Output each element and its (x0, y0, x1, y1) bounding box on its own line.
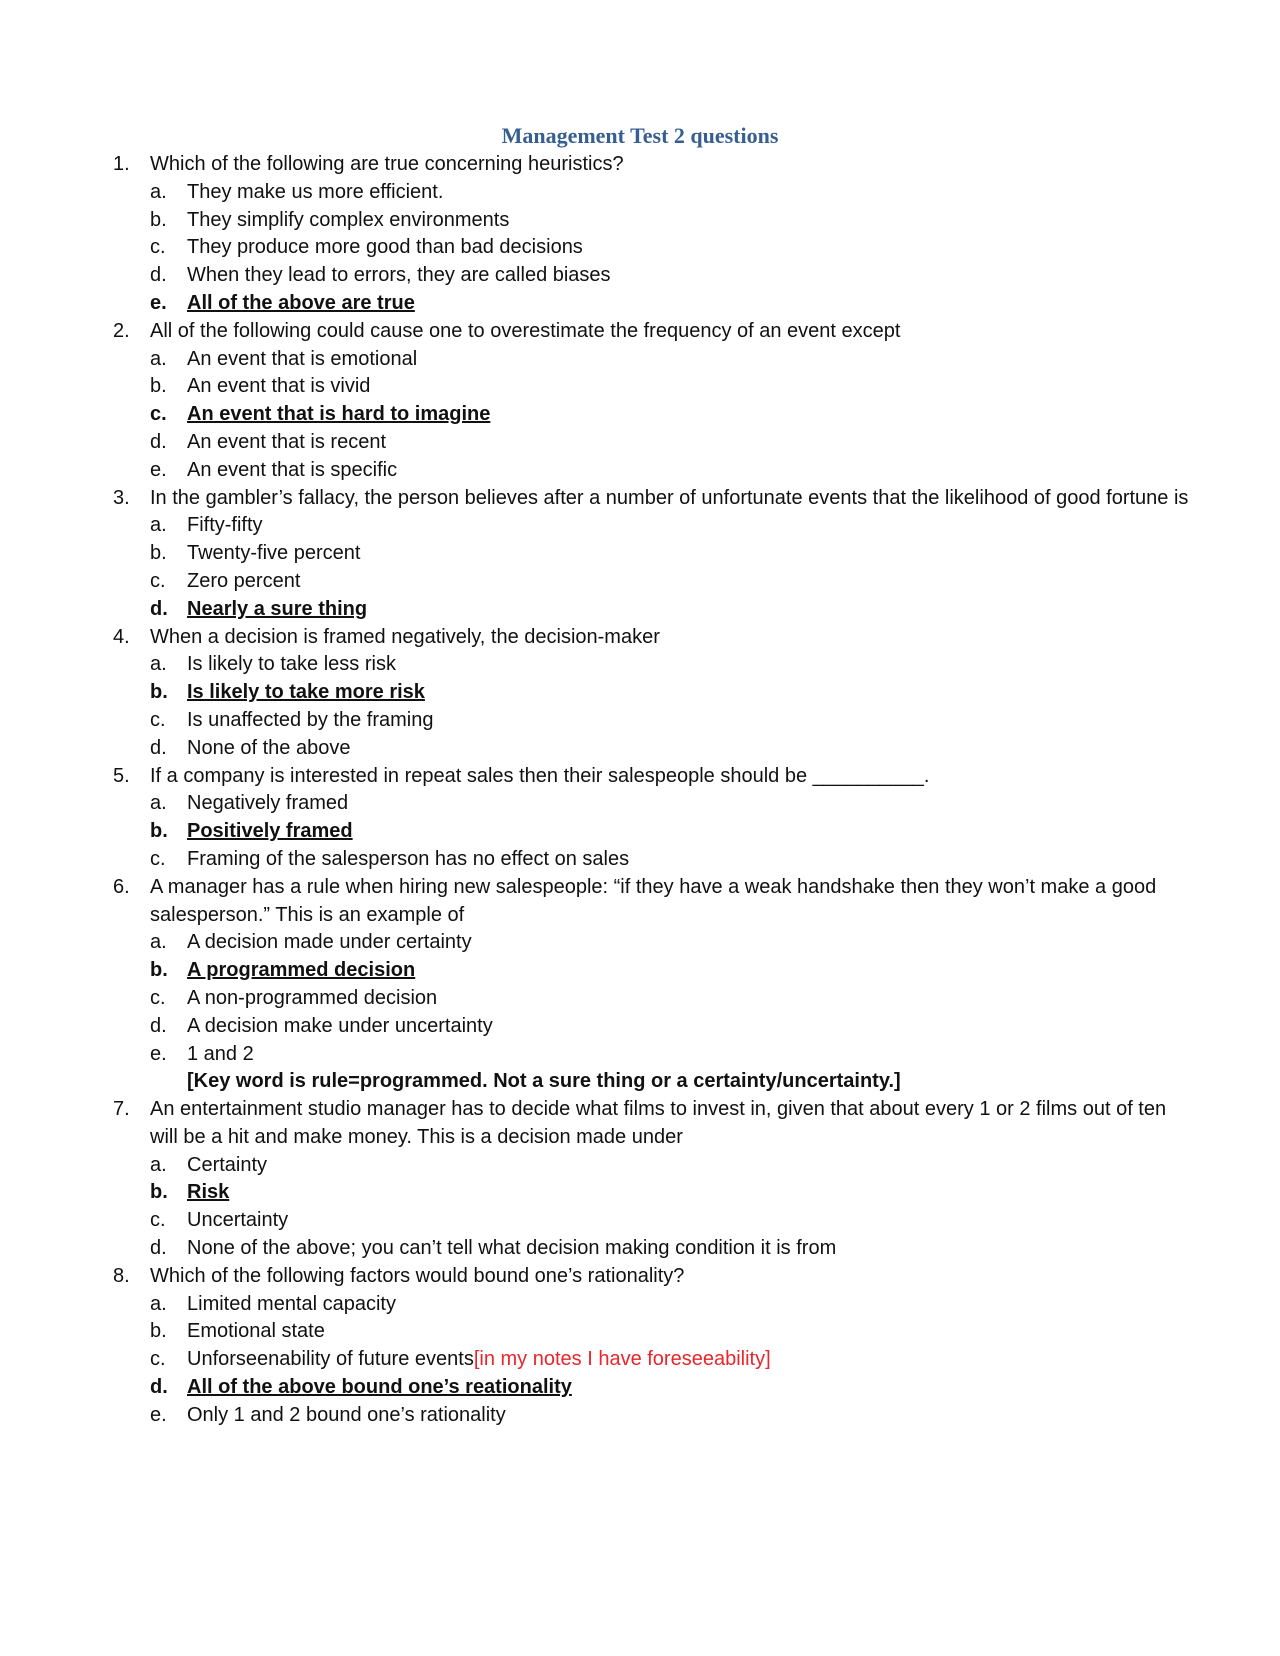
question-list (0, 151, 1280, 1430)
option-letter: b. (150, 959, 168, 982)
answer-option (0, 346, 1280, 374)
option-letter: a. (150, 792, 167, 815)
option-letter: a. (150, 180, 167, 203)
answer-option (0, 540, 1280, 568)
question-7 (0, 1096, 1280, 1263)
question-number: 7. (113, 1098, 130, 1121)
option-text: Positively framed (187, 820, 353, 843)
option-text: Fifty-fifty (187, 514, 263, 537)
option-text: Zero percent (187, 569, 301, 592)
question-text: Which of the following factors would bound one’s rationality? (150, 1264, 685, 1287)
answer-option (0, 457, 1280, 485)
option-letter: a. (150, 931, 167, 954)
question-text: An entertainment studio manager has to decide what films to invest in, given that about every 1 or 2 films out of ten will be a hit and make money. This is a decision made under (150, 1098, 1167, 1148)
option-text: Uncertainty (187, 1209, 289, 1232)
option-letter: c. (150, 1209, 166, 1232)
option-text: An event that is specific (187, 458, 398, 481)
option-letter: d. (150, 264, 167, 287)
answer-option (0, 207, 1280, 235)
option-letter: d. (150, 1014, 167, 1037)
option-letter: c. (150, 708, 166, 731)
option-text: All of the above bound one’s reationality (187, 1376, 572, 1399)
option-letter: c. (150, 1348, 166, 1371)
option-letter: d. (150, 430, 167, 453)
answer-option (0, 1041, 1280, 1069)
correct-answer-option (0, 401, 1280, 429)
option-text: 1 and 2 (187, 1042, 254, 1065)
answer-option (0, 985, 1280, 1013)
option-letter: b. (150, 1181, 168, 1204)
correct-answer-option (0, 290, 1280, 318)
option-text: A programmed decision (187, 959, 416, 982)
answer-option (0, 846, 1280, 874)
option-text: Is likely to take less risk (187, 653, 396, 676)
answer-option (0, 373, 1280, 401)
option-text: Is unaffected by the framing (187, 708, 434, 731)
option-letter: c. (150, 847, 166, 870)
option-text: They produce more good than bad decisions (187, 236, 583, 259)
option-letter: c. (150, 986, 166, 1009)
option-text: All of the above are true (187, 291, 415, 314)
option-letter: b. (150, 820, 168, 843)
option-text: Limited mental capacity (187, 1292, 396, 1315)
option-letter: c. (150, 236, 166, 259)
option-text: Twenty-five percent (187, 542, 361, 565)
answer-option (0, 1346, 1280, 1374)
correct-answer-option (0, 818, 1280, 846)
question-number: 3. (113, 486, 130, 509)
option-letter: b. (150, 681, 168, 704)
option-letter: d. (150, 1376, 168, 1399)
answer-option (0, 929, 1280, 957)
option-text: Is likely to take more risk (187, 681, 425, 704)
option-text: Emotional state (187, 1320, 325, 1343)
option-letter: e. (150, 291, 167, 314)
option-letter: e. (150, 458, 167, 481)
option-letter: a. (150, 1153, 167, 1176)
answer-option (0, 179, 1280, 207)
question-number: 6. (113, 875, 130, 898)
question-text: In the gambler’s fallacy, the person believes after a number of unfortunate events that the likelihood of good fortune is (150, 486, 1189, 509)
option-letter: a. (150, 514, 167, 537)
question-text: When a decision is framed negatively, the decision-maker (150, 625, 660, 648)
question-number: 4. (113, 625, 130, 648)
option-text: They make us more efficient. (187, 180, 444, 203)
correct-answer-option (0, 1179, 1280, 1207)
question-6 (0, 874, 1280, 1096)
question-3 (0, 485, 1280, 624)
option-letter: e. (150, 1403, 167, 1426)
answer-option (0, 735, 1280, 763)
question-number: 2. (113, 319, 130, 342)
option-text: An event that is recent (187, 430, 387, 453)
answer-option (0, 1013, 1280, 1041)
option-text: They simplify complex environments (187, 208, 510, 231)
question-text: If a company is interested in repeat sales then their salespeople should be __________. (150, 764, 930, 787)
option-letter: b. (150, 542, 167, 565)
answer-option (0, 1207, 1280, 1235)
answer-option (0, 1235, 1280, 1263)
option-letter: c. (150, 403, 167, 426)
answer-option (0, 234, 1280, 262)
option-letter: d. (150, 736, 167, 759)
correct-answer-option (0, 596, 1280, 624)
answer-option (0, 429, 1280, 457)
question-text: Which of the following are true concerning heuristics? (150, 153, 624, 175)
option-letter: c. (150, 569, 166, 592)
option-text: Framing of the salesperson has no effect on sales (187, 847, 630, 870)
answer-option (0, 707, 1280, 735)
option-text: A non-programmed decision (187, 986, 438, 1009)
option-letter: a. (150, 1292, 167, 1315)
option-text: An event that is hard to imagine (187, 403, 491, 426)
option-letter: b. (150, 208, 167, 231)
correct-answer-option (0, 679, 1280, 707)
correct-answer-option (0, 1374, 1280, 1402)
question-number: 5. (113, 764, 130, 787)
option-letter: b. (150, 1320, 167, 1343)
answer-note: [Key word is rule=programmed. Not a sure thing or a certainty/uncertainty.] (187, 1070, 901, 1093)
answer-option (0, 1291, 1280, 1319)
answer-option (0, 790, 1280, 818)
question-2 (0, 318, 1280, 485)
option-text: None of the above; you can’t tell what decision making condition it is from (187, 1237, 837, 1260)
option-text: Unforseenability of future events (187, 1348, 474, 1371)
answer-option (0, 1402, 1280, 1430)
option-letter: d. (150, 597, 168, 620)
annotation-note: [in my notes I have foreseeability] (473, 1348, 771, 1371)
option-text: A decision made under certainty (187, 931, 472, 954)
answer-option (0, 1318, 1280, 1346)
option-letter: a. (150, 347, 167, 370)
question-4 (0, 624, 1280, 763)
option-text: Certainty (187, 1153, 268, 1176)
option-letter: e. (150, 1042, 167, 1065)
answer-option (0, 651, 1280, 679)
answer-option (0, 1152, 1280, 1180)
option-text: Nearly a sure thing (187, 597, 368, 620)
document-title: Management Test 2 questions (501, 123, 779, 148)
question-1 (0, 151, 1280, 318)
question-number: 1. (113, 153, 130, 175)
option-text: Only 1 and 2 bound one’s rationality (187, 1403, 506, 1426)
option-text: Risk (187, 1181, 230, 1204)
option-letter: d. (150, 1237, 167, 1260)
question-text: All of the following could cause one to overestimate the frequency of an event except (150, 319, 901, 342)
option-text: Negatively framed (187, 792, 349, 815)
option-letter: b. (150, 375, 167, 398)
answer-option (0, 262, 1280, 290)
option-text: An event that is vivid (187, 375, 371, 398)
correct-answer-option (0, 957, 1280, 985)
question-8 (0, 1263, 1280, 1430)
question-text: A manager has a rule when hiring new salespeople: “if they have a weak handshake then they won’t make a good salesperson.” This is an example of (150, 875, 1157, 926)
option-text: None of the above (187, 736, 351, 759)
answer-option (0, 568, 1280, 596)
question-number: 8. (113, 1264, 130, 1287)
answer-option (0, 512, 1280, 540)
option-letter: a. (150, 653, 167, 676)
question-5 (0, 763, 1280, 874)
option-text: An event that is emotional (187, 347, 418, 370)
option-text: When they lead to errors, they are called biases (187, 264, 611, 287)
option-text: A decision make under uncertainty (187, 1014, 493, 1037)
